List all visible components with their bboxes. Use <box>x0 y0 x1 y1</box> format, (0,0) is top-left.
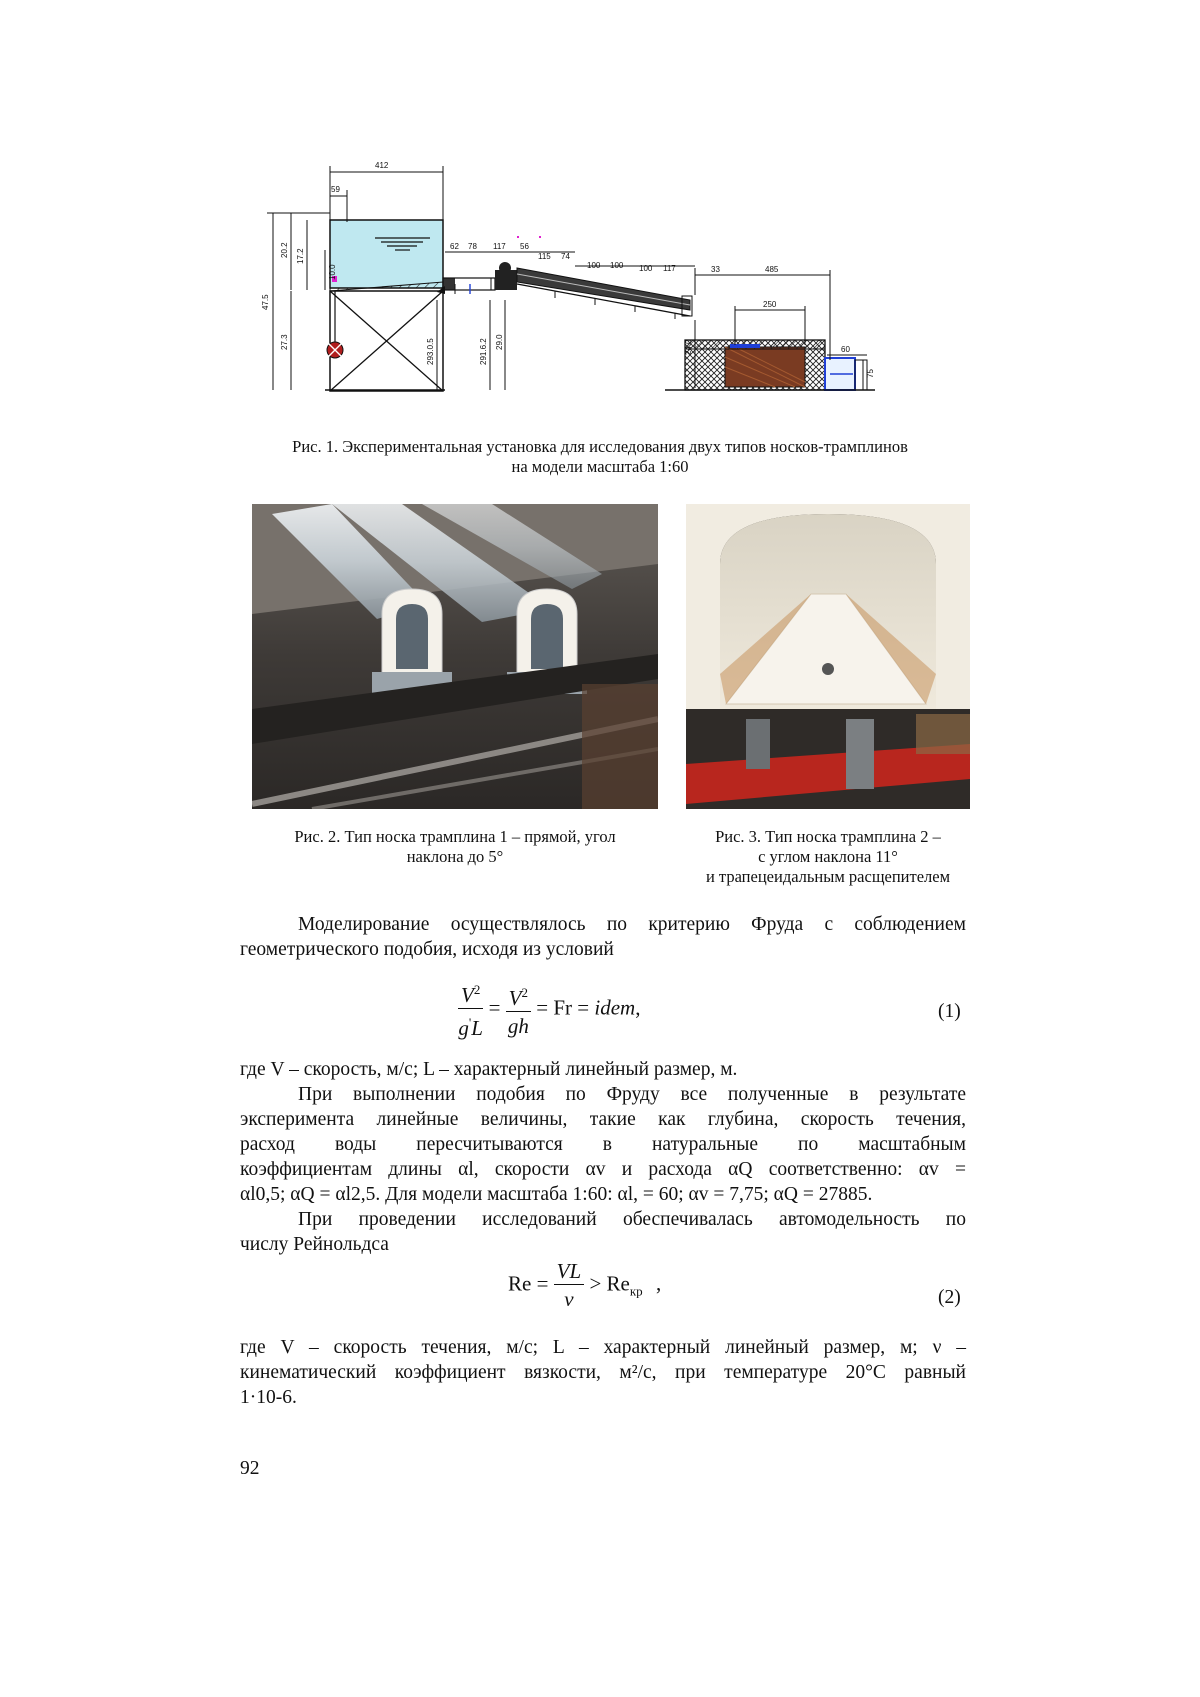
figure3-caption-line1: Рис. 3. Тип носка трамплина 2 – <box>715 827 941 846</box>
paragraph-4-line1: При проведении исследований обеспечивалась автомодельность по <box>298 1209 966 1230</box>
paragraph-3-line4: коэффициентам длины αl, скорости αv и расхода αQ соответственно: αv = <box>240 1159 966 1180</box>
dim-100c: 100 <box>639 264 653 273</box>
dim-291: 291.6.2 <box>479 338 488 365</box>
dim-115: 115 <box>538 252 551 261</box>
paragraph-5-line2: кинематический коэффициент вязкости, м²/с, при температуре 20°С равный <box>240 1362 966 1383</box>
paragraph-1-line1: Моделирование осуществлялось по критерию Фруда с соблюдением <box>298 914 966 935</box>
dim-78: 78 <box>468 242 477 251</box>
figure1-drawing <box>255 160 955 435</box>
dim-56: 56 <box>520 242 529 251</box>
dim-33: 33 <box>711 265 720 274</box>
equation-2-number: (2) <box>938 1287 961 1308</box>
dim-74: 74 <box>561 252 570 261</box>
dim-100b: 100 <box>610 261 624 270</box>
eq1-fraction-2: $\frac{V^2}{gh}$ <box>506 981 531 1039</box>
figure2-photo <box>252 504 658 809</box>
figure2-caption <box>252 827 658 867</box>
paragraph-4-line2: числу Рейнольдса <box>240 1234 389 1255</box>
figure3-caption <box>680 827 976 887</box>
dim-27-3: 27.3 <box>280 334 289 350</box>
dim-10-0: 10.0 <box>328 264 337 280</box>
figure1-caption-line1: Рис. 1. Экспериментальная установка для исследования двух типов носков-трамплинов <box>292 437 908 456</box>
dim-293: 293.0.5 <box>426 338 435 365</box>
paragraph-5-line1: где V – скорость течения, м/с; L – характерный линейный размер, м; ν – <box>240 1337 966 1358</box>
dim-485: 485 <box>765 265 779 274</box>
nose-1 <box>382 589 442 674</box>
paragraph-3-line1: При выполнении подобия по Фруду все полученные в результате <box>298 1084 966 1105</box>
dim-117a: 117 <box>493 242 506 251</box>
figure1-caption <box>200 437 1000 477</box>
dim-29-0: 29.0 <box>495 334 504 350</box>
equation-1: $\frac{V^2}{g'L}$ = $\frac{V^2}{gh}$ = Fr = idem, <box>458 978 640 1041</box>
paragraph-3-line5: αl0,5; αQ = αl2,5. Для модели масштаба 1:60: αl, = 60; αv = 7,75; αQ = 27885. <box>240 1184 873 1205</box>
figure3-caption-line3: и трапецеидальным расщепителем <box>705 867 951 886</box>
dim-17-2: 17.2 <box>296 248 305 264</box>
tank-water <box>330 220 443 288</box>
eq1-fraction-1: $\frac{V^2}{g'L}$ <box>458 978 483 1041</box>
nose-2 <box>517 589 577 674</box>
dim-47-5: 47.5 <box>261 294 270 310</box>
page-number: 92 <box>240 1458 260 1479</box>
dim-100a: 100 <box>587 261 601 270</box>
dim-250: 250 <box>763 300 777 309</box>
dim-59: 59 <box>331 185 340 194</box>
dim-117b: 117 <box>663 264 676 273</box>
figure2-caption-line2: наклона до 5° <box>406 847 504 866</box>
paragraph-1-line2: геометрического подобия, исходя из условий <box>240 939 614 960</box>
dim-20-2: 20.2 <box>280 242 289 258</box>
paragraph-3-line2: эксперимента линейные величины, такие как глубина, скорость течения, <box>240 1109 966 1130</box>
dim-75: 75 <box>866 369 875 378</box>
paragraph-2: где V – скорость, м/с; L – характерный линейный размер, м. <box>240 1059 738 1080</box>
dim-412: 412 <box>375 161 389 170</box>
paragraph-5-line3: 1·10-6. <box>240 1387 297 1408</box>
paragraph-3-line3: расход воды пересчитываются в натуральные по масштабным <box>240 1134 966 1155</box>
figure1-caption-line2: на модели масштаба 1:60 <box>511 457 689 476</box>
eq2-fraction: $\frac{VL}{\nu}$ <box>554 1259 585 1312</box>
figure2-caption-line1: Рис. 2. Тип носка трамплина 1 – прямой, угол <box>294 827 616 846</box>
dim-24-0: 24.0 <box>684 339 693 355</box>
equation-1-number: (1) <box>938 1001 961 1022</box>
dim-60: 60 <box>841 345 850 354</box>
figure3-photo <box>686 504 970 809</box>
equation-2: Re = $\frac{VL}{\nu}$ > $Re_{кр}$ , <box>508 1259 662 1311</box>
dim-62: 62 <box>450 242 459 251</box>
figure3-caption-line2: с углом наклона 11° <box>758 847 898 866</box>
